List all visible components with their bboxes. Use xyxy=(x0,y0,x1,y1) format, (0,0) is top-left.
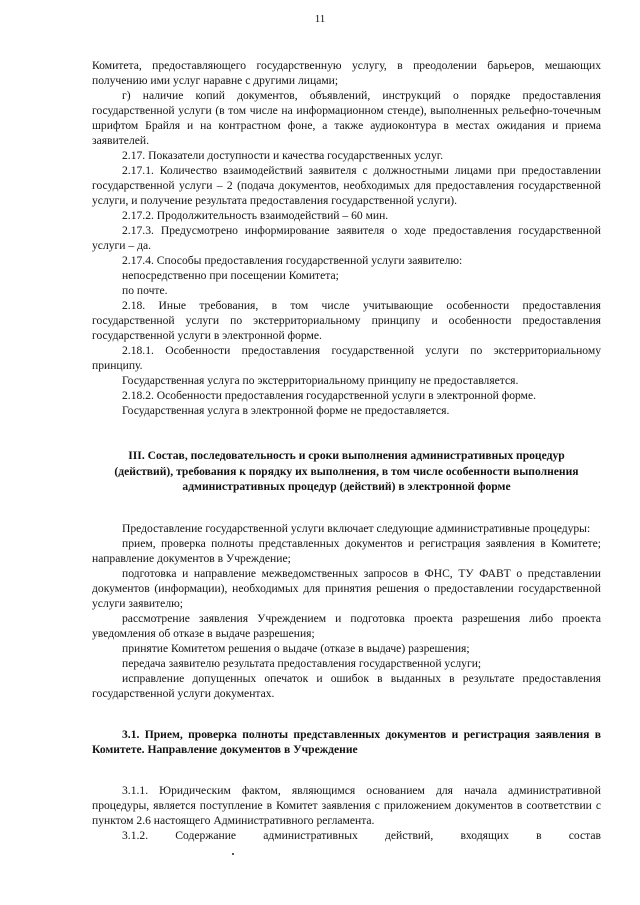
paragraph: исправление допущенных опечаток и ошибок в выданных в результате предоставления государственной услуги документах. xyxy=(92,671,601,700)
paragraph: 3.1.1. Юридическим фактом, являющимся основанием для начала административной процедуры, является поступление в Комитет заявления с приложением документов в соответствии с пунктом 2.6 настоящего Административного регламента. xyxy=(92,783,601,827)
paragraph: Предоставление государственной услуги включает следующие административные процедуры: xyxy=(122,521,591,535)
section-heading: III. Состав, последовательность и сроки выполнения административных процедур (действий), требования к порядку их выполнения, в том числе особенности выполнения административных процедур (действий) в электронной форме xyxy=(114,449,579,493)
paragraph: 3.1.2. Содержание административных действий, входящих в состав xyxy=(122,828,601,842)
paragraph: 2.18.2. Особенности предоставления государственной услуги в электронной форме. xyxy=(122,389,537,402)
paragraph: прием, проверка полноты представленных документов и регистрация заявления в Комитете; направление документов в Учреждение; xyxy=(92,536,601,565)
paragraph: 2.17.2. Продолжительность взаимодействий – 60 мин. xyxy=(122,209,389,222)
paragraph: Государственная услуга по экстерриториальному принципу не предоставляется. xyxy=(122,374,519,387)
paragraph: 2.17.1. Количество взаимодействий заявителя с должностными лицами при предоставлении государственной услуги – 2 (подача документов, необходимых для предоставления государственной услуги, и получение результата предоставления государственной услуги). xyxy=(92,164,601,207)
paragraph: 2.18.1. Особенности предоставления государственной услуги по экстерриториальному принципу. xyxy=(92,344,601,372)
section-heading: 3.1. Прием, проверка полноты представленных документов и регистрация заявления в Комитете. Направление документов в Учреждение xyxy=(92,727,601,756)
paragraph: 2.17.3. Предусмотрено информирование заявителя о ходе предоставления государственной услуги – да. xyxy=(92,224,601,252)
page-number: 11 xyxy=(314,13,326,25)
paragraph: подготовка и направление межведомственных запросов в ФНС, ТУ ФАВТ о представлении документов (информации), необходимых для принятия решения о предоставлении государственной услуги заявителю; xyxy=(92,566,601,610)
paragraph: непосредственно при посещении Комитета; xyxy=(122,269,339,282)
paragraph: передача заявителю результата предоставления государственной услуги; xyxy=(122,656,482,670)
paragraph: рассмотрение заявления Учреждением и подготовка проекта разрешения либо проекта уведомления об отказе в выдаче разрешения; xyxy=(92,611,601,640)
paragraph: Государственная услуга в электронной форме не предоставляется. xyxy=(122,404,450,417)
paragraph: г) наличие копий документов, объявлений, инструкций о порядке предоставления государственной услуги (в том числе на информационном стенде), выполненных рельефно-точечным шрифтом Брайля и на контрастном фоне, а также аудиоконтура в местах ожидания и приема заявителей. xyxy=(92,89,601,147)
scan-speck xyxy=(232,853,234,855)
paragraph: принятие Комитетом решения о выдаче (отказе в выдаче) разрешения; xyxy=(122,641,470,655)
paragraph: 2.17. Показатели доступности и качества государственных услуг. xyxy=(122,149,444,162)
paragraph: по почте. xyxy=(122,284,168,297)
paragraph: 2.18. Иные требования, в том числе учитывающие особенности предоставления государственной услуги по экстерриториальному принципу и особенности предоставления государственной услуги в электронной форме. xyxy=(92,299,601,342)
document-body xyxy=(92,58,601,843)
paragraph: Комитета, предоставляющего государственную услугу, в преодолении барьеров, мешающих получению ими услуг наравне с другими лицами; xyxy=(92,59,601,87)
paragraph: 2.17.4. Способы предоставления государственной услуги заявителю: xyxy=(122,254,463,267)
